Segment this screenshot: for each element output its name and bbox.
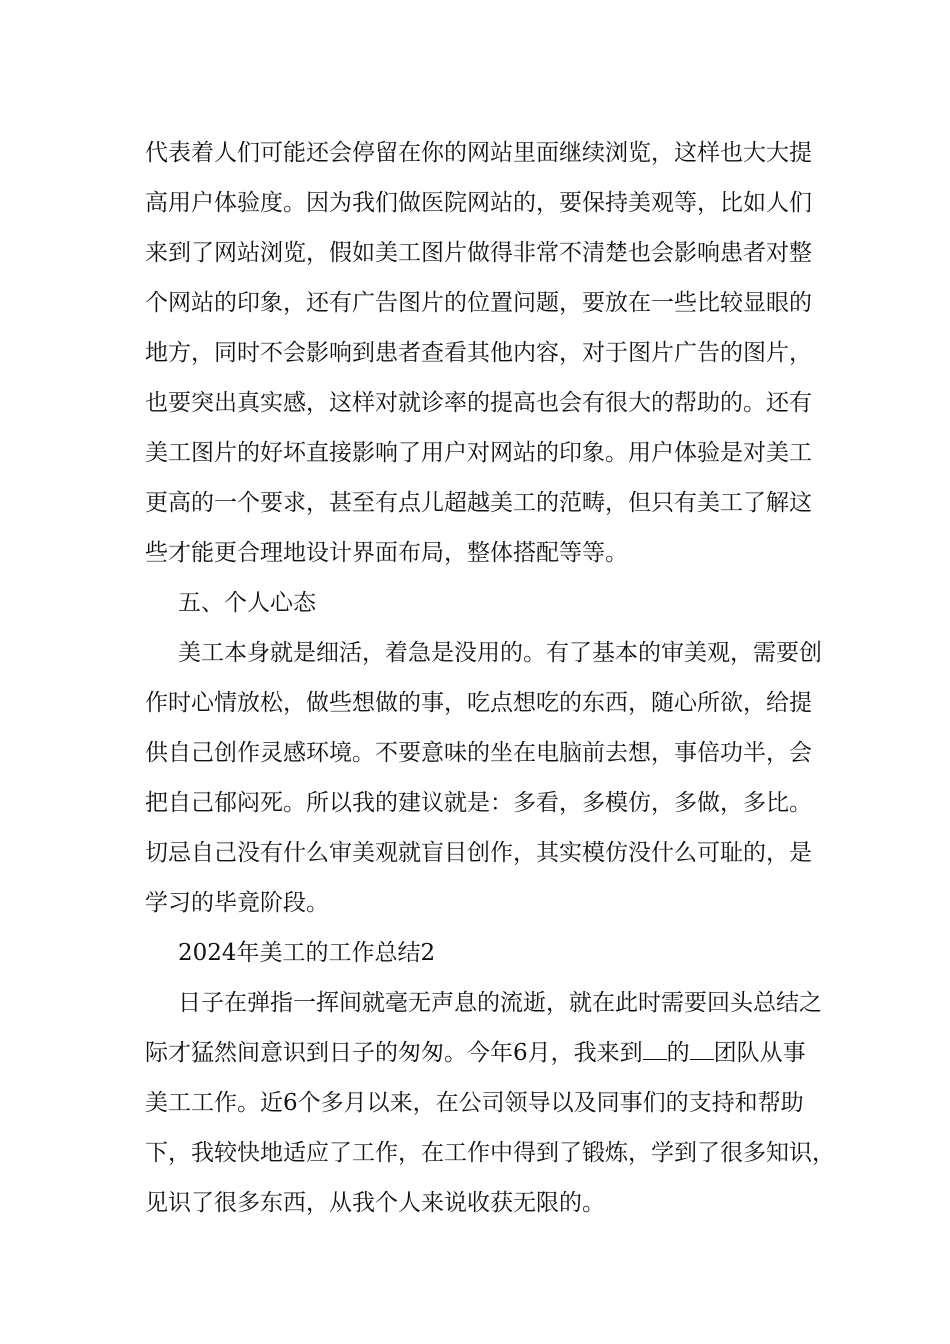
text-line: 见识了很多东西，从我个人来说收获无限的。	[145, 1190, 605, 1216]
paragraph-personal-mindset	[145, 628, 825, 928]
paragraph-website-experience	[145, 128, 825, 578]
text-line: 美工图片的好坏直接影响了用户对网站的印象。用户体验是对美工	[145, 440, 812, 466]
section-heading-personal-mindset: 五、个人心态	[178, 590, 316, 616]
text-line: 也要突出真实感，这样对就诊率的提高也会有很大的帮助的。还有	[145, 390, 812, 416]
text-line: 美工工作。近6个多月以来，在公司领导以及同事们的支持和帮助	[145, 1090, 804, 1116]
blank-underline	[690, 1041, 714, 1060]
document-title-2: 2024年美工的工作总结2	[178, 940, 436, 966]
text-line: 更高的一个要求，甚至有点儿超越美工的范畴，但只有美工了解这	[145, 490, 812, 516]
text-line: 些才能更合理地设计界面布局，整体搭配等等。	[145, 540, 628, 566]
text-line: 地方，同时不会影响到患者查看其他内容，对于图片广告的图片，	[145, 340, 812, 366]
text-line: 把自己郁闷死。所以我的建议就是：多看，多模仿，多做，多比。	[145, 790, 812, 816]
text-line: 代表着人们可能还会停留在你的网站里面继续浏览，这样也大大提	[145, 140, 812, 166]
text-segment: 际才猛然间意识到日子的匆匆。今年6月，我来到	[145, 1040, 643, 1066]
blank-underline	[643, 1041, 667, 1060]
text-segment: 的	[666, 1040, 690, 1066]
text-line	[145, 1028, 825, 1078]
document-body	[145, 128, 835, 1228]
text-line: 作时心情放松，做些想做的事，吃点想吃的东西，随心所欲，给提	[145, 690, 812, 716]
text-line: 学习的毕竟阶段。	[145, 890, 329, 916]
text-line: 下，我较快地适应了工作，在工作中得到了锻炼，学到了很多知识，	[145, 1140, 835, 1166]
text-line: 日子在弹指一挥间就毫无声息的流逝，就在此时需要回头总结之	[178, 990, 822, 1016]
text-line: 高用户体验度。因为我们做医院网站的，要保持美观等，比如人们	[145, 190, 812, 216]
text-line: 供自己创作灵感环境。不要意味的坐在电脑前去想，事倍功半，会	[145, 740, 812, 766]
text-line: 切忌自己没有什么审美观就盲目创作，其实模仿没什么可耻的，是	[145, 840, 812, 866]
text-segment: 团队从事	[713, 1040, 806, 1066]
text-line: 来到了网站浏览，假如美工图片做得非常不清楚也会影响患者对整	[145, 240, 812, 266]
text-line: 美工本身就是细活，着急是没用的。有了基本的审美观，需要创	[178, 640, 822, 666]
text-line: 个网站的印象，还有广告图片的位置问题，要放在一些比较显眼的	[145, 290, 812, 316]
paragraph-work-summary-intro	[145, 978, 835, 1228]
